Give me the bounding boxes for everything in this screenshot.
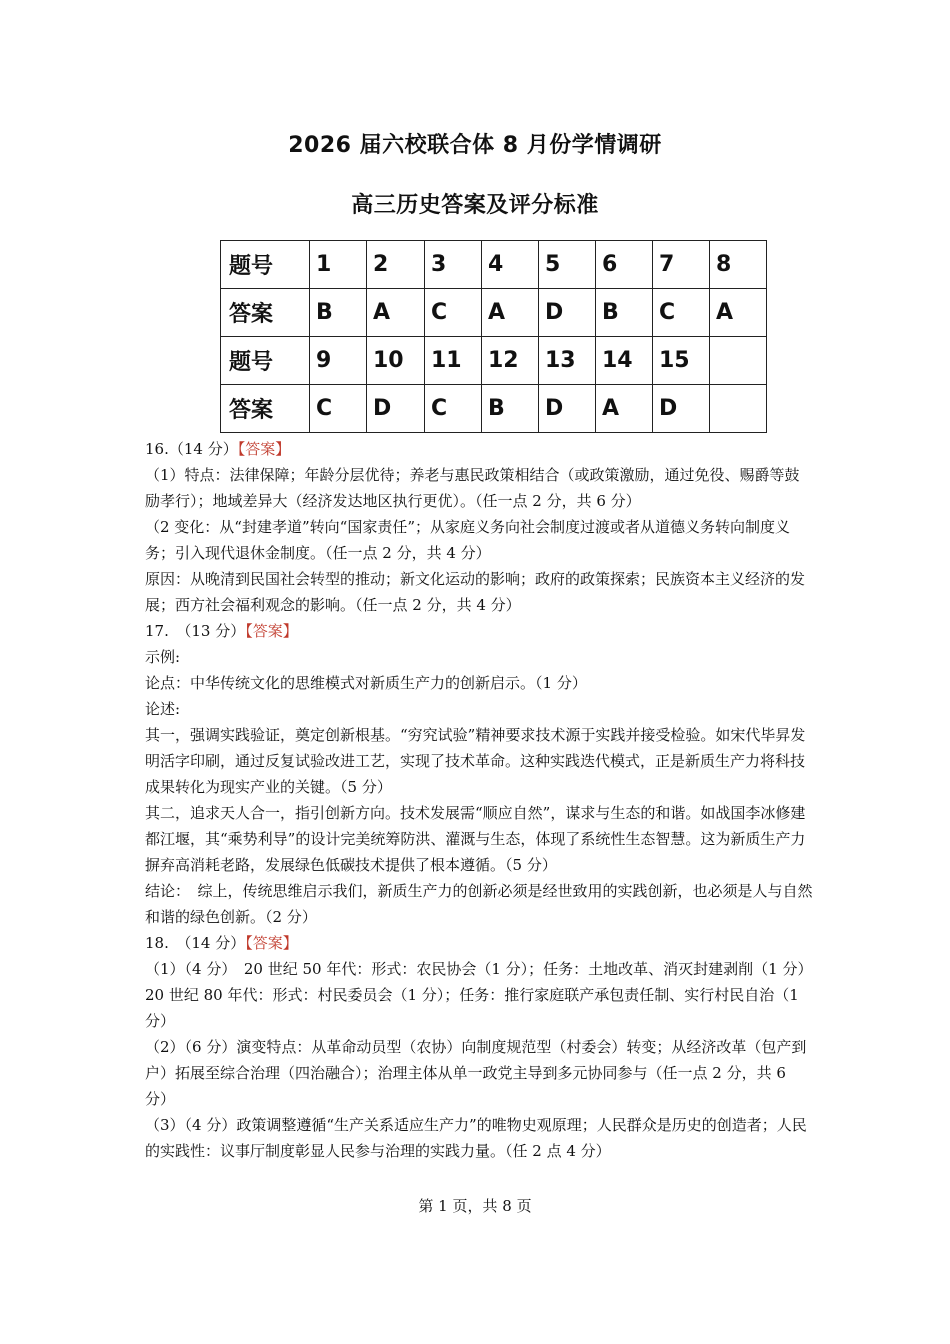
table-row bbox=[221, 337, 767, 385]
table-cell: 题号 bbox=[221, 337, 310, 385]
table-cell: 15 bbox=[653, 337, 710, 385]
q16-heading bbox=[145, 436, 813, 462]
q16-paragraph-1: （1）特点：法律保障；年龄分层优待；养老与惠民政策相结合（或政策激励，通过免役、赐爵等鼓励孝行）；地域差异大（经济发达地区执行更优）。（任一点 2 分，共 6 分） bbox=[145, 466, 800, 510]
q17-paragraph-6: 结论： 综上，传统思维启示我们，新质生产力的创新必须是经世致用的实践创新，也必须是人与自然和谐的绿色创新。（2 分） bbox=[145, 882, 813, 926]
q17-paragraph-5: 其二，追求天人合一，指引创新方向。技术发展需“顺应自然”，谋求与生态的和谐。如战国李冰修建都江堰，其“乘势利导”的设计完美统筹防洪、灌溉与生态，体现了系统性生态智慧。这为新质生产力摒弃高消耗老路，发展绿色低碳技术提供了根本遵循。（5 分） bbox=[145, 804, 806, 874]
table-cell: 题号 bbox=[221, 241, 310, 289]
table-cell: A bbox=[482, 289, 539, 337]
table-cell bbox=[710, 337, 767, 385]
table-cell: 3 bbox=[425, 241, 482, 289]
table-cell: 1 bbox=[310, 241, 367, 289]
q17-label: 17. （13 分） bbox=[145, 622, 246, 640]
table-cell: A bbox=[710, 289, 767, 337]
table-cell: 11 bbox=[425, 337, 482, 385]
answer-body bbox=[145, 436, 813, 1164]
table-cell: 10 bbox=[367, 337, 425, 385]
table-cell: 5 bbox=[539, 241, 596, 289]
q16-paragraph-2: （2 变化：从“封建孝道”转向“国家责任”；从家庭义务向社会制度过渡或者从道德义务转向制度义务；引入现代退休金制度。（任一点 2 分，共 4 分） bbox=[145, 518, 790, 562]
table-cell bbox=[710, 385, 767, 433]
answer-tag: 【答案】 bbox=[237, 440, 291, 458]
table-cell: 8 bbox=[710, 241, 767, 289]
q17-paragraph-1: 示例: bbox=[145, 648, 181, 666]
q18-paragraph-2: 20 世纪 80 年代：形式：村民委员会（1 分）；任务：推行家庭联产承包责任制、实行村民自治（1 分） bbox=[145, 986, 799, 1030]
table-cell: B bbox=[310, 289, 367, 337]
q18-paragraph-1: （1）（4 分） 20 世纪 50 年代：形式：农民协会（1 分）；任务：土地改革、消灭封建剥削（1 分） bbox=[145, 960, 813, 978]
table-cell: B bbox=[596, 289, 653, 337]
answer-table bbox=[220, 240, 767, 433]
page-number: 第 1 页，共 8 页 bbox=[418, 1197, 532, 1215]
table-cell: 12 bbox=[482, 337, 539, 385]
table-cell: C bbox=[653, 289, 710, 337]
answer-tag: 【答案】 bbox=[245, 622, 298, 640]
table-cell: D bbox=[653, 385, 710, 433]
table-row bbox=[221, 241, 767, 289]
table-cell: 4 bbox=[482, 241, 539, 289]
table-cell: 9 bbox=[310, 337, 367, 385]
table-cell: 13 bbox=[539, 337, 596, 385]
q17-heading bbox=[145, 618, 813, 644]
table-cell: C bbox=[425, 385, 482, 433]
table-row bbox=[221, 289, 767, 337]
q17-paragraph-3: 论述: bbox=[145, 700, 181, 718]
q18-label: 18. （14 分） bbox=[145, 934, 246, 952]
table-cell: 14 bbox=[596, 337, 653, 385]
table-cell: 7 bbox=[653, 241, 710, 289]
q18-paragraph-3: （2）（6 分）演变特点：从革命动员型（农协）向制度规范型（村委会）转变；从经济改革（包产到户）拓展至综合治理（四治融合）；治理主体从单一政党主导到多元协同参与（任一点 2 分，共 6 分） bbox=[145, 1038, 807, 1108]
q16-paragraph-3: 原因：从晚清到民国社会转型的推动；新文化运动的影响；政府的政策探索；民族资本主义经济的发展；西方社会福利观念的影响。（任一点 2 分，共 4 分） bbox=[145, 570, 806, 614]
table-cell: C bbox=[310, 385, 367, 433]
q17-paragraph-4: 其一，强调实践验证，奠定创新根基。“穷究试验”精神要求技术源于实践并接受检验。如宋代毕昇发明活字印刷，通过反复试验改进工艺，实现了技术革命。这种实践迭代模式，正是新质生产力将科技成果转化为现实产业的关键。（5 分） bbox=[145, 726, 806, 796]
table-cell: 2 bbox=[367, 241, 425, 289]
table-cell: B bbox=[482, 385, 539, 433]
table-cell: D bbox=[367, 385, 425, 433]
table-cell: A bbox=[367, 289, 425, 337]
table-cell: A bbox=[596, 385, 653, 433]
table-row bbox=[221, 385, 767, 433]
q16-label: 16.（14 分） bbox=[145, 440, 238, 458]
document-subtitle: 高三历史答案及评分标准 bbox=[351, 193, 599, 218]
table-cell: 6 bbox=[596, 241, 653, 289]
q18-heading bbox=[145, 930, 813, 956]
q18-paragraph-4: （3）（4 分）政策调整遵循“生产关系适应生产力”的唯物史观原理；人民群众是历史的创造者；人民的实践性：议事厅制度彰显人民参与治理的实践力量。（任 2 点 4 分） bbox=[145, 1116, 807, 1160]
q17-paragraph-2: 论点：中华传统文化的思维模式对新质生产力的创新启示。（1 分） bbox=[145, 674, 587, 692]
table-cell: 答案 bbox=[221, 385, 310, 433]
table-cell: D bbox=[539, 385, 596, 433]
table-cell: D bbox=[539, 289, 596, 337]
document-title: 2026 届六校联合体 8 月份学情调研 bbox=[288, 133, 662, 158]
answer-tag: 【答案】 bbox=[245, 934, 298, 952]
table-cell: C bbox=[425, 289, 482, 337]
table-cell: 答案 bbox=[221, 289, 310, 337]
